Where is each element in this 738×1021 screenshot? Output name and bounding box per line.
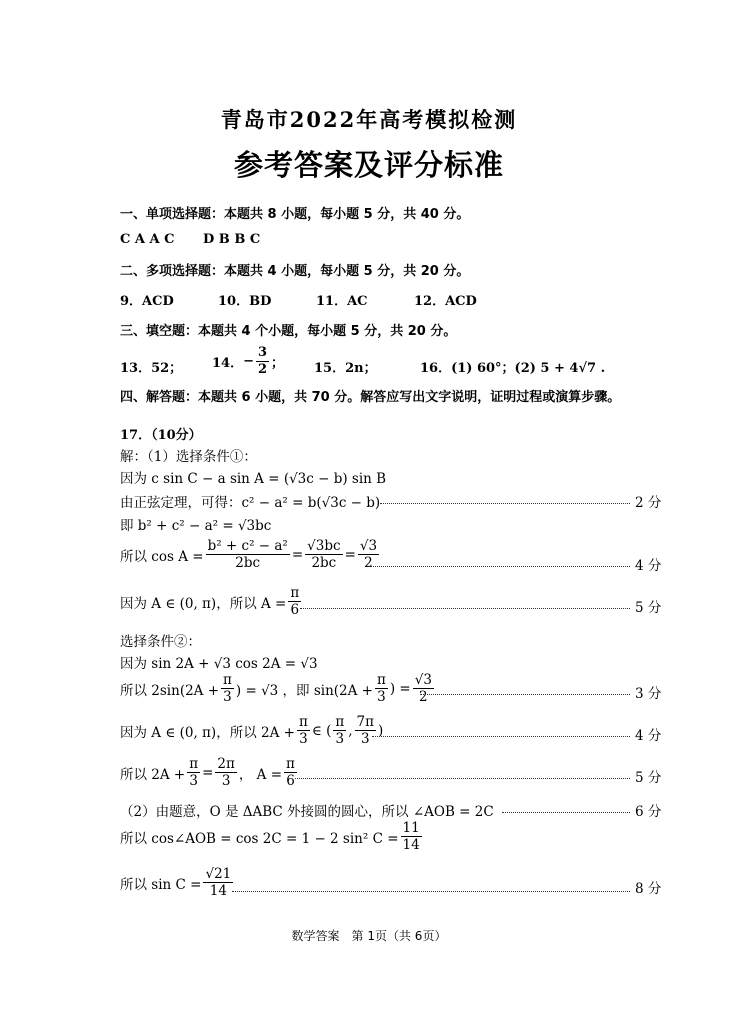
q17-sin-c [120,866,235,899]
frac-den: 3 [189,773,198,789]
frac-num: 11 [402,820,420,836]
answer-14: 14． − $\frac{3}{2}$ ； [212,345,285,377]
q17-header: 17．（10分） [120,428,202,443]
answer-14-label: 14． [212,356,244,371]
frac-den: 2 [419,689,428,705]
score-5: 5 分 [635,600,662,616]
frac-num: π [298,714,308,730]
frac-den: 3 [335,731,345,747]
q17-condition2: 选择条件②： [120,634,201,650]
frac-den: 3 [377,689,386,705]
leader-dots [232,891,630,892]
q17-given-equation: 因为 c sin C − a sin A = (√3c − b) sin B [120,471,387,487]
score-4: 4 分 [635,728,662,744]
answer-11: 11．AC [316,294,368,309]
q17-cos-a: 所以 cos A = $\frac{\text{b² + c² − a²}}{2bc}$ = $\frac{√3bc}{2bc}$ = $\frac{√3}{2}$ [120,538,378,571]
two-a-label: 所以 2A + [120,766,186,783]
frac-num: √3 [414,672,432,688]
pi-over-6 [284,756,297,789]
root3-over-2 [413,672,434,705]
equals: = [202,764,214,781]
q17-condition2-equation: 因为 sin 2A + √3 cos 2A = √3 [120,656,318,672]
frac-num: π [290,585,300,601]
sin-2a-eq: ) = [389,680,411,697]
frac-num: √3bc [307,538,341,554]
score-6: 6 分 [635,804,662,820]
range-in: ∈ ( [311,722,332,739]
section-1-heading: 一、单项选择题：本题共 8 小题，每小题 5 分，共 40 分。 [120,207,470,222]
frac-num: π [223,672,232,688]
frac-den: 2 [364,555,373,571]
frac-num: π [377,672,386,688]
sin-2a-label: 所以 2sin(2A + [120,682,220,699]
a-value-label: 因为 A ∈ (0, π)，所以 A = [120,595,287,612]
answer-12: 12．ACD [414,294,477,309]
score-5: 5 分 [635,770,662,786]
sin-2a-mid: ) = √3 ，即 sin(2A + [235,682,373,699]
frac-num: √21 [205,866,232,882]
section-3-heading: 三、填空题：本题共 4 个小题，每小题 5 分，共 20 分。 [120,324,457,339]
frac-den: 3 [299,731,308,747]
cos-aob-label: 所以 cos∠AOB = cos 2C = 1 − 2 sin² C = [120,830,399,847]
score-2: 2 分 [635,495,662,511]
frac-num: π [189,756,199,772]
cos-a-label: 所以 cos A = [120,548,204,565]
q17-part1-condition1: 解：（1）选择条件①： [120,449,257,465]
root21-over-14 [203,866,233,899]
score-4: 4 分 [635,558,662,574]
q17-sin-2a [120,672,436,705]
frac-num: π [335,714,345,730]
q17-a-value-2 [120,756,299,789]
cos-a-fraction-1 [206,538,290,571]
range-label: 因为 A ∈ (0, π)，所以 2A + [120,724,295,741]
leader-dots [502,812,630,813]
a-equals: ， A = [238,766,283,783]
frac-num: √3 [359,538,378,554]
section-4-heading: 四、解答题：本题共 6 小题，共 70 分。解答应写出文字说明，证明过程或演算步骤。 [120,390,621,405]
range-upper [355,714,376,747]
answer-14-num: 3 [258,345,268,360]
frac-den: 14 [209,883,227,899]
range-lower [333,714,346,747]
q17-part2: （2）由题意，O 是 ΔABC 外接圆的圆心，所以 ∠AOB = 2C [120,804,494,820]
leader-dots [295,778,630,779]
frac-den: 2bc [311,555,337,571]
frac-den: 14 [402,837,420,853]
sin-c-label: 所以 sin C = [120,876,202,893]
pi-over-3 [187,756,200,789]
q17-a-value-1 [120,585,303,618]
pi-over-3 [375,672,388,705]
q17-rearranged: 即 b² + c² − a² = √3bc [120,518,272,534]
leader-dots [368,566,630,567]
frac-den: 2bc [235,555,261,571]
frac-den: 3 [360,731,370,747]
answer-14-fraction [256,345,269,378]
answer-9: 9．ACD [120,294,174,309]
leader-dots [300,608,630,609]
frac-num: π [286,756,295,772]
score-3: 3 分 [635,686,662,702]
frac-den: 3 [221,773,231,789]
answer-14-den: 2 [258,362,268,377]
q17-range: 因为 A ∈ (0, π)，所以 2A + $\frac{\pi}{3}$ ∈ ( $\frac{\pi}{3}$ , $\frac{7\pi}{3}$ ) [120,714,384,747]
a-value-fraction [288,585,301,618]
two-pi-over-3 [215,756,236,789]
eleven-over-fourteen [401,820,422,853]
q17-sine-law-step: 由正弦定理，可得：c² − a² = b(√3c − b) [120,495,381,511]
answer-16: 16．(1) 60°；(2) 5 + 4√7 . [420,361,606,376]
frac-den: 6 [286,773,295,789]
answer-13: 13．52； [120,361,183,376]
exam-title: 青岛市2022年高考模拟检测 [220,107,518,132]
leader-dots [380,503,630,504]
pi-over-3 [221,672,234,705]
section-2-heading: 二、多项选择题：本题共 4 小题，每小题 5 分，共 20 分。 [120,264,470,279]
frac-num: 2π [217,756,235,772]
frac-den: 6 [290,602,300,618]
range-close: ) [378,722,384,739]
cos-a-fraction-2 [305,538,342,571]
answer-10: 10．BD [218,294,272,309]
frac-num: b² + c² − a² [207,538,288,554]
answers-5-8: D B B C [203,232,261,247]
q17-cos-aob [120,820,424,853]
leader-dots [372,736,630,737]
answer-key-title: 参考答案及评分标准 [233,148,504,182]
page-footer: 数学答案 第 1页（共 6页） [291,929,447,943]
pi-over-3 [297,714,310,747]
answers-1-4: C A A C [120,232,175,247]
frac-num: 7π [356,714,375,730]
answer-15: 15．2n； [314,361,377,376]
frac-den: 3 [223,689,232,705]
leader-dots [420,694,630,695]
score-8: 8 分 [635,881,662,897]
